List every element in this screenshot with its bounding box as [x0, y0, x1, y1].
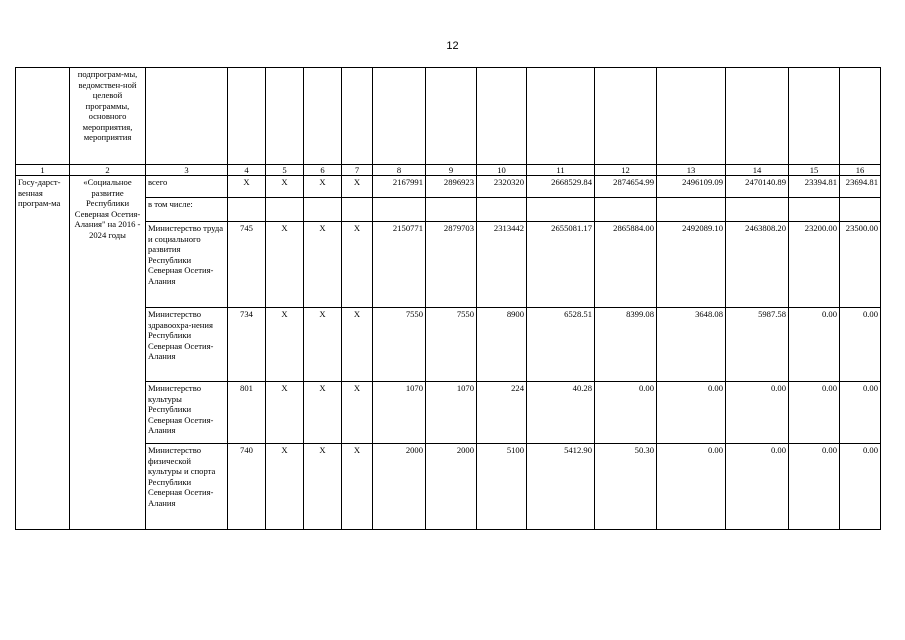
table-row	[16, 198, 881, 222]
column-number: 8	[373, 165, 426, 176]
value-cell-v8: 1070	[373, 382, 426, 444]
table-row	[16, 222, 881, 308]
column-number: 2	[70, 165, 146, 176]
value-cell-c5: X	[266, 176, 304, 198]
value-cell-v13: 2496109.09	[657, 176, 726, 198]
column-number: 4	[228, 165, 266, 176]
value-cell-v14	[726, 198, 789, 222]
value-cell-v11	[527, 198, 595, 222]
value-cell-v16: 23500.00	[840, 222, 881, 308]
value-cell-v8	[373, 198, 426, 222]
table-row	[16, 382, 881, 444]
row-label: Министерство культуры Республики Северная Осетия-Алания	[146, 382, 228, 444]
column-number: 12	[595, 165, 657, 176]
value-cell-v9	[426, 198, 477, 222]
value-cell-c4: 740	[228, 444, 266, 530]
value-cell-v16: 0.00	[840, 382, 881, 444]
value-cell-v15: 23200.00	[789, 222, 840, 308]
header-cell-empty	[16, 68, 70, 165]
value-cell-v16: 23694.81	[840, 176, 881, 198]
column-number: 9	[426, 165, 477, 176]
row-label: в том числе:	[146, 198, 228, 222]
value-cell-v9: 2879703	[426, 222, 477, 308]
table-row	[16, 308, 881, 382]
value-cell-v13: 2492089.10	[657, 222, 726, 308]
value-cell-c7: X	[342, 308, 373, 382]
value-cell-v9: 1070	[426, 382, 477, 444]
value-cell-v14: 0.00	[726, 382, 789, 444]
program-name-cell: «Социальное развитие Республики Северная Осетия-Алания" на 2016 - 2024 годы	[70, 176, 146, 530]
value-cell-v11: 40.28	[527, 382, 595, 444]
column-number: 10	[477, 165, 527, 176]
value-cell-v15: 0.00	[789, 382, 840, 444]
value-cell-v15: 0.00	[789, 444, 840, 530]
value-cell-v10: 2320320	[477, 176, 527, 198]
value-cell-v10: 8900	[477, 308, 527, 382]
value-cell-v13: 0.00	[657, 444, 726, 530]
budget-table	[15, 67, 881, 530]
value-cell-v14: 2463808.20	[726, 222, 789, 308]
value-cell-v16: 0.00	[840, 308, 881, 382]
column-number: 15	[789, 165, 840, 176]
column-number: 6	[304, 165, 342, 176]
value-cell-c6: X	[304, 382, 342, 444]
value-cell-c4	[228, 198, 266, 222]
value-cell-v10: 5100	[477, 444, 527, 530]
value-cell-v8: 2150771	[373, 222, 426, 308]
value-cell-v13: 0.00	[657, 382, 726, 444]
value-cell-c4: 734	[228, 308, 266, 382]
value-cell-v11: 2668529.84	[527, 176, 595, 198]
value-cell-v15: 0.00	[789, 308, 840, 382]
column-number: 5	[266, 165, 304, 176]
value-cell-v14: 2470140.89	[726, 176, 789, 198]
row-label: Министерство здравоохра-нения Республики Северная Осетия-Алания	[146, 308, 228, 382]
value-cell-c5: X	[266, 382, 304, 444]
value-cell-c7: X	[342, 444, 373, 530]
value-cell-c5	[266, 198, 304, 222]
value-cell-v13	[657, 198, 726, 222]
column-number: 3	[146, 165, 228, 176]
value-cell-v15: 23394.81	[789, 176, 840, 198]
value-cell-v8: 7550	[373, 308, 426, 382]
value-cell-v9: 2896923	[426, 176, 477, 198]
value-cell-v13: 3648.08	[657, 308, 726, 382]
value-cell-c5: X	[266, 222, 304, 308]
value-cell-v12: 2874654.99	[595, 176, 657, 198]
value-cell-v12: 8399.08	[595, 308, 657, 382]
value-cell-c7	[342, 198, 373, 222]
value-cell-v16: 0.00	[840, 444, 881, 530]
value-cell-v14: 0.00	[726, 444, 789, 530]
column-number-row	[16, 165, 881, 176]
column-number: 11	[527, 165, 595, 176]
value-cell-c6: X	[304, 444, 342, 530]
value-cell-c6: X	[304, 176, 342, 198]
row-label: Министерство труда и социального развития Республики Северная Осетия-Алания	[146, 222, 228, 308]
table-row	[16, 444, 881, 530]
value-cell-v12	[595, 198, 657, 222]
value-cell-v10	[477, 198, 527, 222]
value-cell-v12: 0.00	[595, 382, 657, 444]
value-cell-v12: 50.30	[595, 444, 657, 530]
program-type-cell: Госу-дарст-венная програм-ма	[16, 176, 70, 530]
column-number: 13	[657, 165, 726, 176]
value-cell-v14: 5987.58	[726, 308, 789, 382]
value-cell-c7: X	[342, 382, 373, 444]
value-cell-v12: 2865884.00	[595, 222, 657, 308]
column-number: 14	[726, 165, 789, 176]
page-number: 12	[446, 40, 459, 52]
value-cell-v9: 7550	[426, 308, 477, 382]
value-cell-v15	[789, 198, 840, 222]
row-label: всего	[146, 176, 228, 198]
value-cell-c7: X	[342, 176, 373, 198]
value-cell-c6: X	[304, 222, 342, 308]
value-cell-v11: 2655081.17	[527, 222, 595, 308]
value-cell-v8: 2167991	[373, 176, 426, 198]
value-cell-v9: 2000	[426, 444, 477, 530]
value-cell-c4: 801	[228, 382, 266, 444]
value-cell-c6: X	[304, 308, 342, 382]
value-cell-v11: 5412.90	[527, 444, 595, 530]
value-cell-v10: 224	[477, 382, 527, 444]
value-cell-c4: X	[228, 176, 266, 198]
column-number: 16	[840, 165, 881, 176]
value-cell-v10: 2313442	[477, 222, 527, 308]
row-label: Министерство физической культуры и спорта Республики Северная Осетия-Алания	[146, 444, 228, 530]
value-cell-c6	[304, 198, 342, 222]
column-number: 1	[16, 165, 70, 176]
column-number: 7	[342, 165, 373, 176]
value-cell-c5: X	[266, 444, 304, 530]
value-cell-v16	[840, 198, 881, 222]
header-cell-subprogram: подпрограм-мы, ведомствен-ной целевой программы, основного мероприятия, мероприятия	[70, 68, 146, 165]
value-cell-v11: 6528.51	[527, 308, 595, 382]
header-row	[16, 68, 881, 165]
value-cell-c7: X	[342, 222, 373, 308]
value-cell-v8: 2000	[373, 444, 426, 530]
value-cell-c5: X	[266, 308, 304, 382]
table-row	[16, 176, 881, 198]
value-cell-c4: 745	[228, 222, 266, 308]
